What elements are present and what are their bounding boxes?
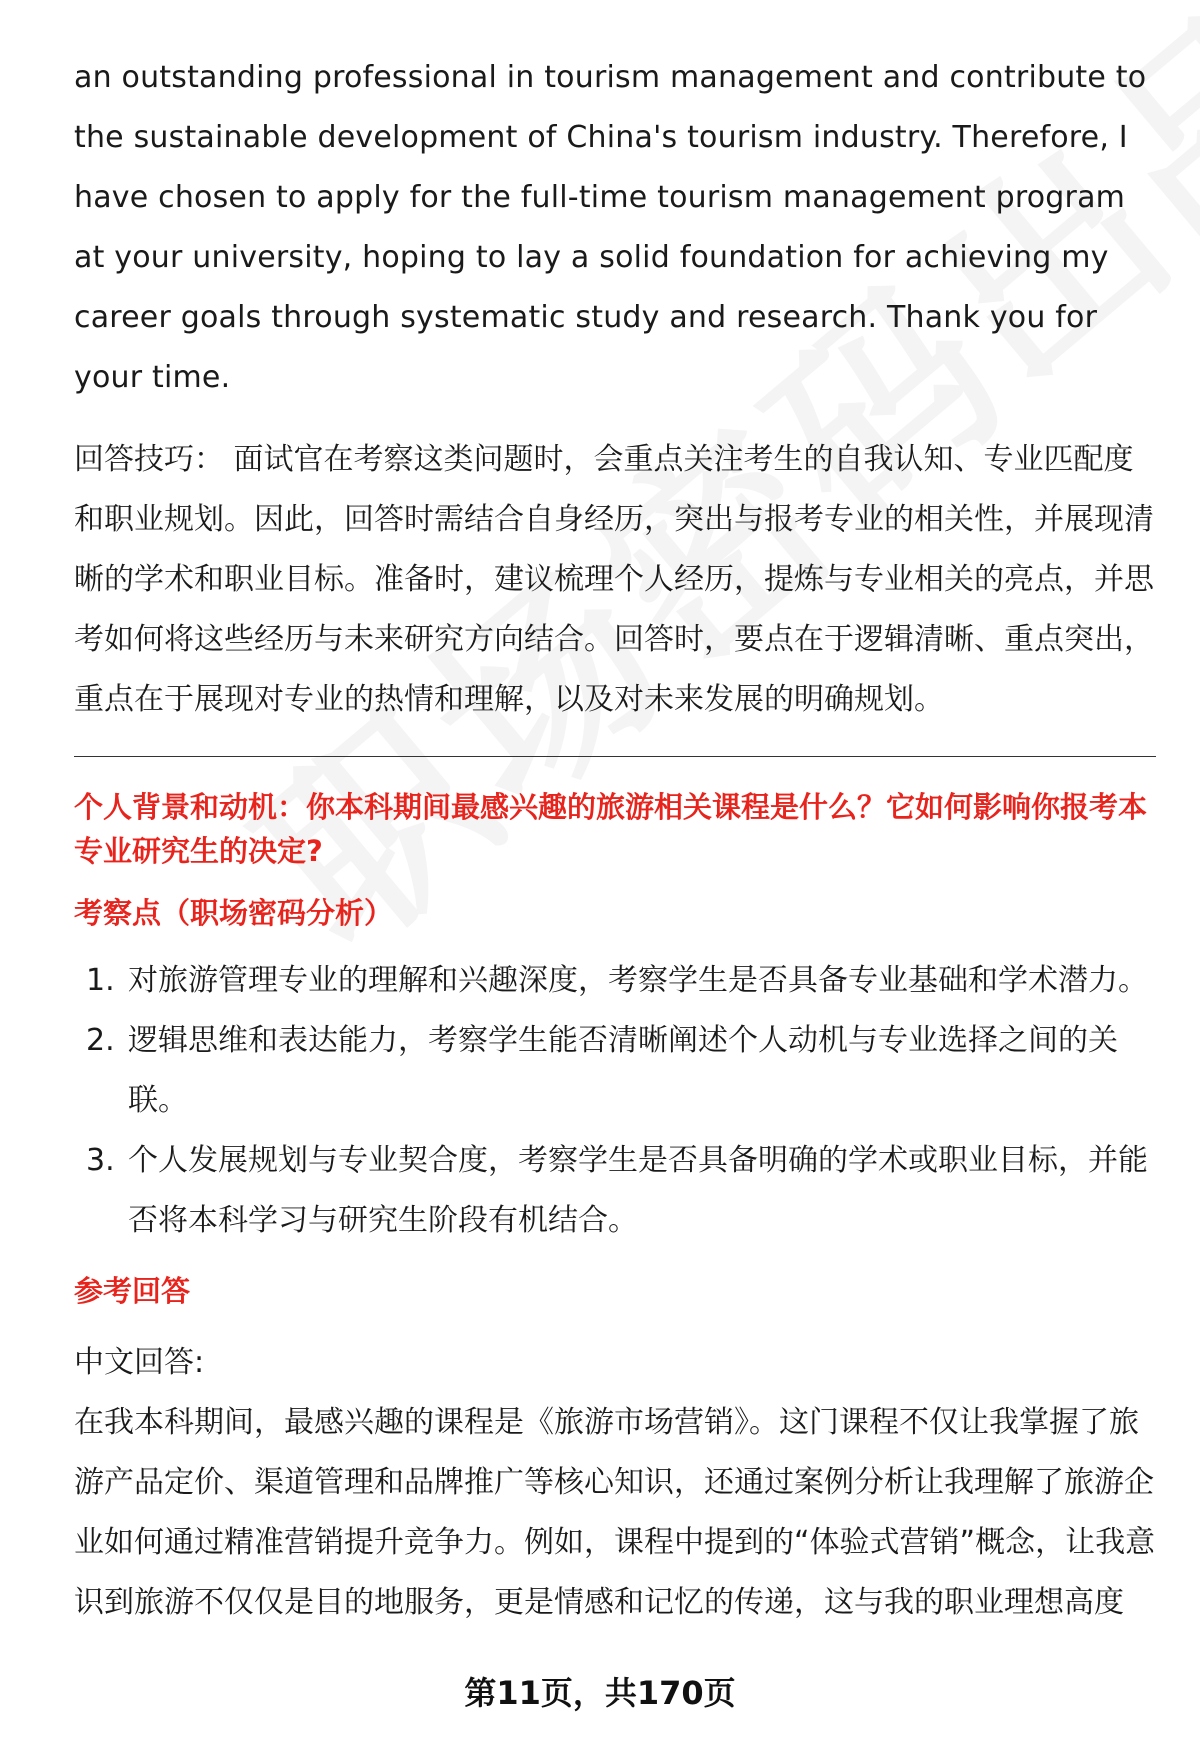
page-number-footer: 第11页，共170页 <box>464 1674 736 1712</box>
assessment-heading: 考察点（职场密码分析） <box>74 896 394 930</box>
list-item-number: 2. <box>86 1023 115 1058</box>
list-item-number: 3. <box>86 1143 115 1178</box>
answer-tip-paragraph: 回答技巧： 面试官在考察这类问题时，会重点关注考生的自我认知、专业匹配度和职业规划。因此，回答时需结合自身经历，突出与报考专业的相关性，并展现清晰的学术和职业目标。准备时，建议梳理个人经历，提炼与专业相关的亮点，并思考如何将这些经历与未来研究方向结合。回答时，要点在于逻辑清晰、重点突出，重点在于展现对专业的热情和理解，以及对未来发展的明确规划。 <box>74 442 1154 717</box>
assessment-list <box>74 951 1156 1251</box>
reference-answer-heading: 参考回答 <box>74 1274 191 1308</box>
chinese-answer-label: 中文回答: <box>74 1345 205 1380</box>
list-item <box>74 1131 1156 1251</box>
section-divider <box>74 756 1156 757</box>
chinese-answer-paragraph: 在我本科期间，最感兴趣的课程是《旅游市场营销》。这门课程不仅让我掌握了旅游产品定价、渠道管理和品牌推广等核心知识，还通过案例分析让我理解了旅游企业如何通过精准营销提升竞争力。例如，课程中提到的“体验式营销”概念，让我意识到旅游不仅仅是目的地服务，更是情感和记忆的传递，这与我的职业理想高度 <box>74 1405 1156 1620</box>
document-page <box>74 48 1156 1633</box>
english-answer-paragraph: an outstanding professional in tourism management and contribute to the sustainable development of China's tourism industry. Therefore, I have chosen to apply for the full-time tourism management program at your university, hoping to lay a solid foundation for achieving my career goals through systematic study and research. Thank you for your time. <box>74 60 1147 395</box>
list-item-text: 对旅游管理专业的理解和兴趣深度，考察学生是否具备专业基础和学术潜力。 <box>128 963 1148 998</box>
list-item-number: 1. <box>86 963 115 998</box>
list-item <box>74 951 1156 1011</box>
list-item <box>74 1011 1156 1131</box>
question-title: 个人背景和动机：你本科期间最感兴趣的旅游相关课程是什么？它如何影响你报考本专业研究生的决定? <box>74 790 1148 868</box>
list-item-text: 个人发展规划与专业契合度，考察学生是否具备明确的学术或职业目标，并能否将本科学习与研究生阶段有机结合。 <box>128 1143 1148 1238</box>
list-item-text: 逻辑思维和表达能力，考察学生能否清晰阐述个人动机与专业选择之间的关联。 <box>128 1023 1118 1118</box>
